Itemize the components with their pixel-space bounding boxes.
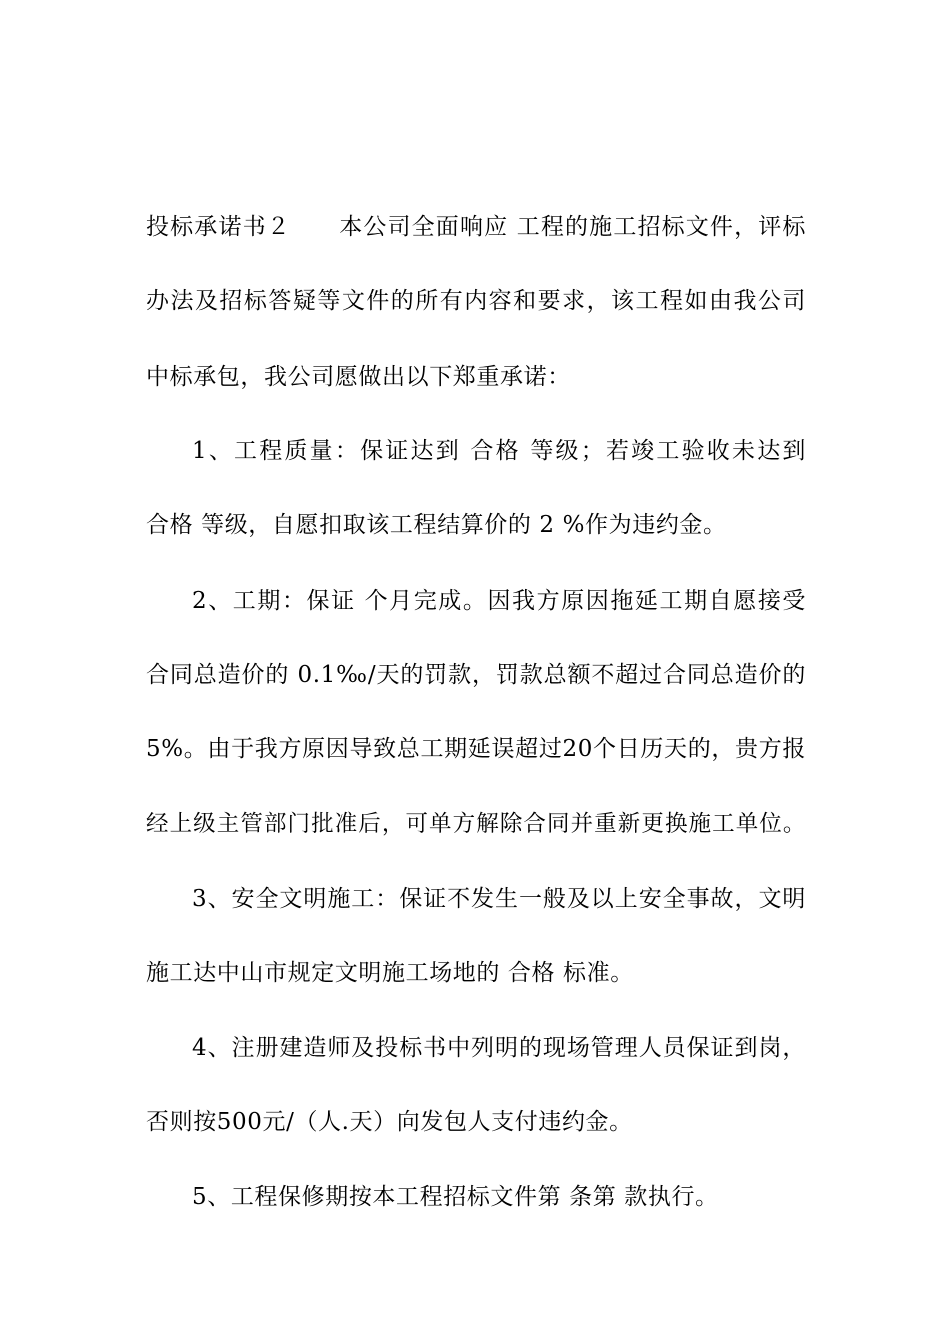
doc-line-4: 1、工程质量：保证达到 合格 等级；若竣工验收未达到	[192, 438, 806, 464]
doc-line-6: 2、工期：保证 个月完成。因我方原因拖延工期自愿接受	[192, 588, 806, 614]
doc-line-14: 5、工程保修期按本工程招标文件第 条第 款执行。	[192, 1184, 719, 1210]
doc-line-11: 施工达中山市规定文明施工场地的 合格 标准。	[146, 960, 634, 986]
doc-line-5: 合格 等级，自愿扣取该工程结算价的 2 %作为违约金。	[146, 512, 727, 538]
doc-line-8: 5%。由于我方原因导致总工期延误超过20个日历天的，贵方报	[146, 736, 806, 762]
doc-line-2: 办法及招标答疑等文件的所有内容和要求，该工程如由我公司	[146, 288, 806, 314]
doc-line-12: 4、注册建造师及投标书中列明的现场管理人员保证到岗，	[192, 1035, 806, 1061]
doc-line-7: 合同总造价的 0.1‰/天的罚款，罚款总额不超过合同总造价的	[146, 662, 806, 688]
doc-line-9: 经上级主管部门批准后，可单方解除合同并重新更换施工单位。	[146, 811, 806, 837]
doc-line-10: 3、安全文明施工：保证不发生一般及以上安全事故，文明	[192, 886, 806, 912]
doc-line-1: 投标承诺书２ 本公司全面响应 工程的施工招标文件，评标	[146, 214, 806, 240]
doc-line-3: 中标承包，我公司愿做出以下郑重承诺：	[146, 364, 571, 390]
doc-line-13: 否则按500元/（人.天）向发包人支付违约金。	[146, 1109, 633, 1135]
